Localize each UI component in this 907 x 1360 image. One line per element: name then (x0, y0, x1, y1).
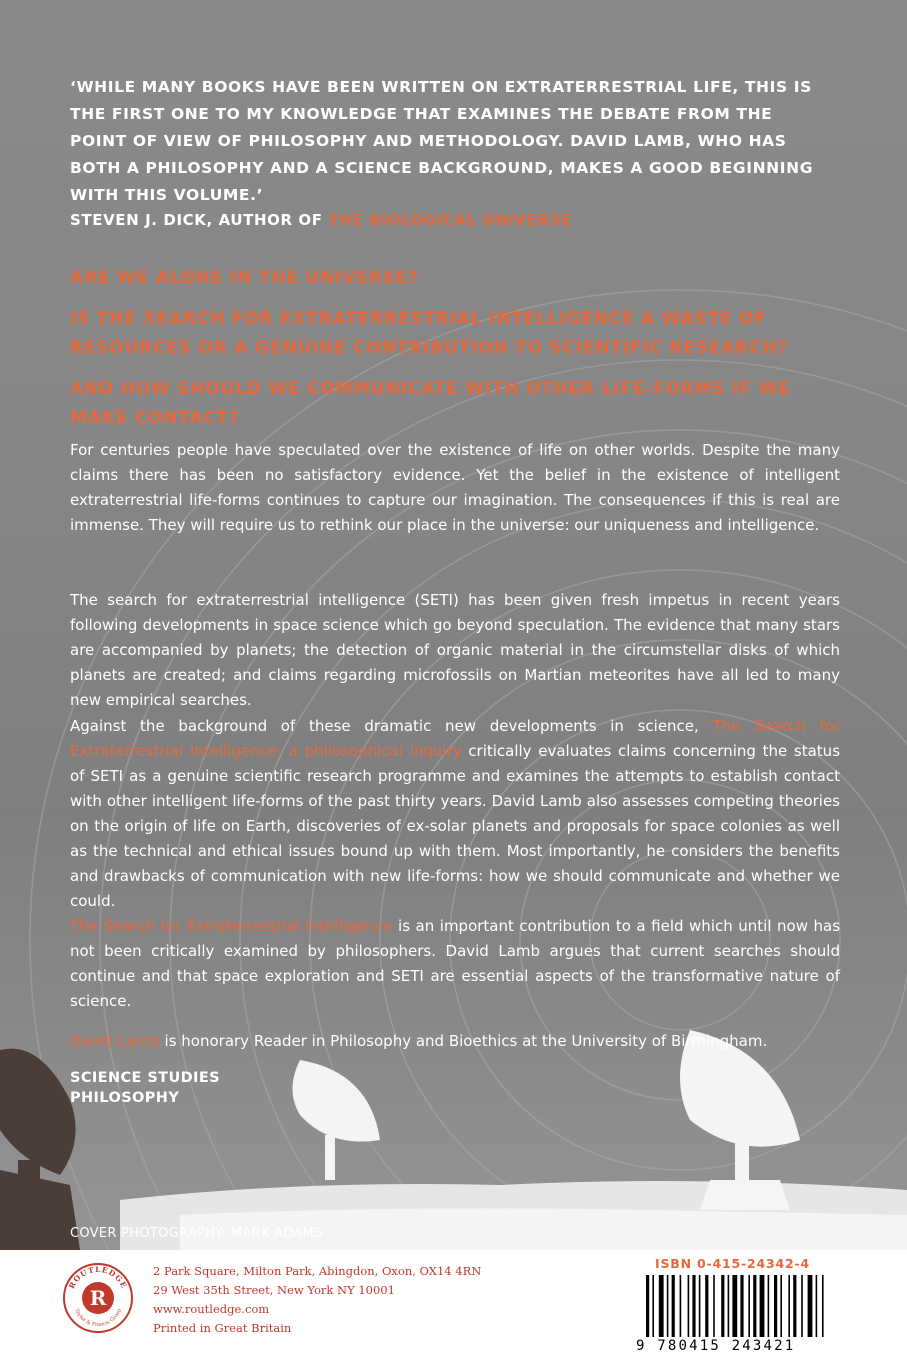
address-line-1: 2 Park Square, Milton Park, Abingdon, Oxon, OX14 4RN (153, 1264, 482, 1278)
publisher-address (153, 1262, 481, 1338)
book-title-inline-2: The Search for Extraterrestrial Intelligence (70, 917, 393, 935)
blurb-paragraph-3: Against the background of these dramatic new developments in science, The Search for Extraterrestrial Intelligence: a philosophical inquiry critically evaluates claims concerning the status of SETI as a genuine scientific research programme and examines the attempts to establish contact with other intelligent life-forms of the past thirty years. David Lamb also assesses competing theories on the origin of life on Earth, discoveries of ex-solar planets and proposals for space colonies as well as the technical and ethical issues bound up with them. Most importantly, he considers the benefits and drawbacks of communication with new life-forms: how we should communicate and whether we could. (70, 717, 841, 910)
barcode-graphic (644, 1275, 840, 1337)
blurb-paragraph-1: For centuries people have speculated over the existence of life on other worlds. Despite the many claims there has been no satisfactory evidence. Yet the belief in the existence of intelligent extraterrestrial life-forms continues to capture our imagination. The consequences if this is real are immense. They will require us to rethink our place in the universe: our uniqueness and intelligence. (70, 441, 840, 534)
question-2: IS THE SEARCH FOR EXTRATERRESTRIAL INTELLIGENCE A WASTE OF RESOURCES OR A GENUINE CONTRIBUTION TO SCIENTIFIC RESEARCH? (70, 309, 788, 358)
question-1: ARE WE ALONE IN THE UNIVERSE? (70, 268, 419, 288)
subject-1: SCIENCE STUDIES (70, 1070, 221, 1086)
endorsement-quote: ‘WHILE MANY BOOKS HAVE BEEN WRITTEN ON EXTRATERRESTRIAL LIFE, THIS IS THE FIRST ONE TO MY KNOWLEDGE THAT EXAMINES THE DEBATE FROM THE POINT OF VIEW OF PHILOSOPHY AND METHODOLOGY. DAVID LAMB, WHO HAS BOTH A PHILOSOPHY AND A SCIENCE BACKGROUND, MAKES A GOOD BEGINNING WITH THIS VOLUME.’ (70, 78, 814, 204)
routledge-logo-icon (62, 1262, 134, 1334)
svg-text:R: R (89, 1286, 107, 1310)
book-title-inline: The Search for Extraterrestrial Intelligence: a philosophical inquiry (70, 717, 840, 760)
svg-text:Taylor & Francis Group: Taylor & Francis Group (73, 1307, 123, 1329)
author-name: David Lamb (70, 1032, 160, 1050)
cover-photo-credit: COVER PHOTOGRAPHY: MARK ADAMS (70, 1226, 323, 1241)
blurb-paragraph-4: The Search for Extraterrestrial Intelligence is an important contribution to a field which until now has not been critically examined by philosophers. David Lamb argues that current searches should continue and that space exploration and SETI are essential aspects of the transformative nature of science. (70, 917, 841, 1010)
question-3: AND HOW SHOULD WE COMMUNICATE WITH OTHER LIFE-FORMS IF WE MAKE CONTACT? (70, 379, 791, 428)
author-bio: David Lamb is honorary Reader in Philosophy and Bioethics at the University of Birmingham. (70, 1032, 768, 1050)
subject-categories (70, 1068, 220, 1108)
quote-author: STEVEN J. DICK, AUTHOR OF (70, 211, 323, 229)
quote-book-title: THE BIOLOGICAL UNIVERSE (328, 211, 573, 229)
barcode-number: 9 780415 243421 (636, 1338, 796, 1354)
quote-attribution (70, 211, 572, 229)
publisher-website: www.routledge.com (153, 1302, 270, 1316)
address-line-2: 29 West 35th Street, New York NY 10001 (153, 1283, 395, 1297)
isbn: ISBN 0-415-24342-4 (655, 1256, 810, 1271)
svg-text:ROUTLEDGE: ROUTLEDGE (67, 1264, 129, 1291)
blurb-paragraph-2: The search for extraterrestrial intelligence (SETI) has been given fresh impetus in recent years following developments in space science which go beyond speculation. The evidence that many stars are accompanied by planets; the detection of organic material in the circumstellar disks of which planets are created; and claims regarding microfossils on Martian meteorites have all led to many new empirical searches. (70, 591, 840, 709)
printed-in: Printed in Great Britain (153, 1321, 292, 1335)
subject-2: PHILOSOPHY (70, 1090, 180, 1106)
